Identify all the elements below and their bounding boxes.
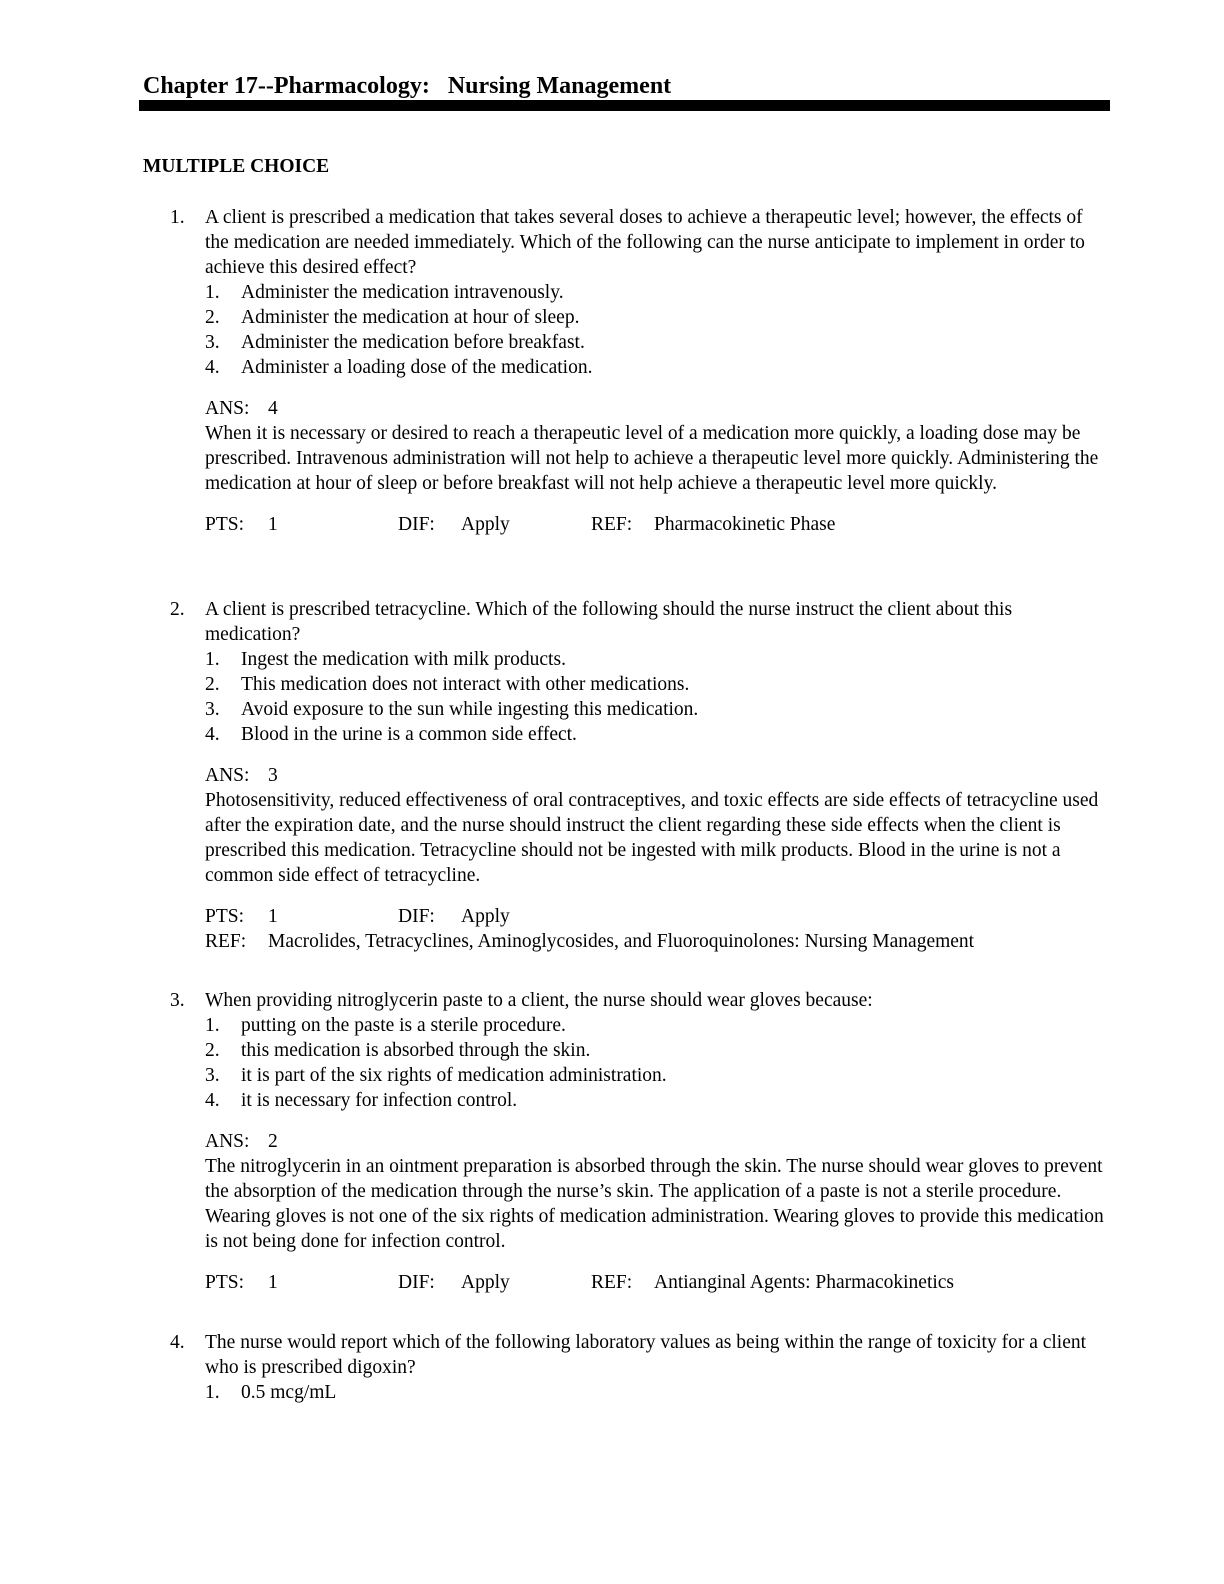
- pts-label: PTS:: [205, 906, 245, 927]
- option-item: [205, 1063, 1111, 1088]
- pts-value: 1: [268, 906, 278, 927]
- ref-label: REF:: [591, 514, 633, 535]
- answer-line: [205, 1129, 1110, 1154]
- option-number: 3.: [205, 332, 220, 353]
- answer-value: 4: [268, 398, 278, 419]
- option-number: 2.: [205, 307, 220, 328]
- option-item: [205, 1380, 1111, 1405]
- option-text: it is necessary for infection control.: [241, 1090, 518, 1111]
- ref-value: Macrolides, Tetracyclines, Aminoglycosides, and Fluoroquinolones: Nursing Management: [268, 931, 975, 952]
- question-1: [143, 205, 1111, 537]
- question-number: 3.: [170, 990, 185, 1011]
- option-text: Ingest the medication with milk products.: [241, 649, 566, 670]
- option-text: 0.5 mcg/mL: [241, 1382, 337, 1403]
- option-item: [205, 672, 1111, 697]
- option-item: [205, 697, 1111, 722]
- option-item: [205, 330, 1111, 355]
- metadata-row: [205, 904, 1110, 929]
- option-text: it is part of the six rights of medication administration.: [241, 1065, 667, 1086]
- question-number: 4.: [170, 1332, 185, 1353]
- question-metadata: [205, 904, 1110, 954]
- question-stem: When providing nitroglycerin paste to a client, the nurse should wear gloves because:: [205, 990, 873, 1011]
- dif-value: Apply: [461, 514, 510, 535]
- question-4: [143, 1330, 1111, 1405]
- option-item: [205, 1038, 1111, 1063]
- dif-value: Apply: [461, 1272, 510, 1293]
- dif-label: DIF:: [398, 1272, 435, 1293]
- option-number: 4.: [205, 1090, 220, 1111]
- option-number: 1.: [205, 282, 220, 303]
- question-metadata: [205, 1270, 1110, 1295]
- dif-label: DIF:: [398, 906, 435, 927]
- option-text: This medication does not interact with other medications.: [241, 674, 690, 695]
- option-text: putting on the paste is a sterile procedure.: [241, 1015, 566, 1036]
- answer-block: [205, 1129, 1110, 1254]
- metadata-row: [205, 929, 1110, 954]
- rationale: When it is necessary or desired to reach a therapeutic level of a medication more quickly, a loading dose may be prescribed. Intravenous administration will not help to achieve a therapeutic level more quickly. Administering the medication at hour of sleep or before breakfast will not help achieve a therapeutic level more quickly.: [205, 423, 1099, 494]
- chapter-title: Chapter 17--Pharmacology: Nursing Management: [143, 73, 672, 99]
- option-item: [205, 355, 1111, 380]
- option-list: [143, 647, 1111, 747]
- option-item: [205, 1088, 1111, 1113]
- rationale: Photosensitivity, reduced effectiveness of oral contraceptives, and toxic effects are side effects of tetracycline used after the expiration date, and the nurse should instruct the client regarding these side effects when the client is prescribed this medication. Tetracycline should not be ingested with milk products. Blood in the urine is not a common side effect of tetracycline.: [205, 790, 1099, 886]
- question-stem: A client is prescribed tetracycline. Which of the following should the nurse instruct the client about this medication?: [205, 599, 1013, 645]
- question-metadata: [205, 512, 1110, 537]
- option-list: [143, 280, 1111, 380]
- option-item: [205, 305, 1111, 330]
- option-text: Avoid exposure to the sun while ingesting this medication.: [241, 699, 699, 720]
- answer-label: ANS:: [205, 1131, 250, 1152]
- rationale: The nitroglycerin in an ointment preparation is absorbed through the skin. The nurse should wear gloves to prevent the absorption of the medication through the nurse’s skin. The application of a paste is not a sterile procedure. Wearing gloves is not one of the six rights of medication administration. Wearing gloves to provide this medication is not being done for infection control.: [205, 1156, 1104, 1252]
- option-item: [205, 722, 1111, 747]
- option-item: [205, 647, 1111, 672]
- option-number: 3.: [205, 1065, 220, 1086]
- section-heading: MULTIPLE CHOICE: [143, 156, 330, 177]
- answer-value: 2: [268, 1131, 278, 1152]
- option-text: Administer a loading dose of the medication.: [241, 357, 593, 378]
- option-number: 1.: [205, 649, 220, 670]
- answer-label: ANS:: [205, 765, 250, 786]
- ref-value: Antianginal Agents: Pharmacokinetics: [654, 1272, 955, 1293]
- ref-value: Pharmacokinetic Phase: [654, 514, 836, 535]
- option-text: Administer the medication intravenously.: [241, 282, 564, 303]
- pts-value: 1: [268, 1272, 278, 1293]
- pts-label: PTS:: [205, 514, 245, 535]
- dif-label: DIF:: [398, 514, 435, 535]
- question-stem: The nurse would report which of the following laboratory values as being within the range of toxicity for a client who is prescribed digoxin?: [205, 1332, 1087, 1378]
- option-number: 2.: [205, 1040, 220, 1061]
- question-3: [143, 988, 1111, 1295]
- metadata-row: [205, 512, 1110, 537]
- option-text: Administer the medication before breakfast.: [241, 332, 585, 353]
- answer-block: [205, 396, 1110, 496]
- answer-label: ANS:: [205, 398, 250, 419]
- option-number: 1.: [205, 1015, 220, 1036]
- ref-label: REF:: [205, 931, 247, 952]
- pts-value: 1: [268, 514, 278, 535]
- option-number: 3.: [205, 699, 220, 720]
- option-number: 4.: [205, 357, 220, 378]
- pts-label: PTS:: [205, 1272, 245, 1293]
- dif-value: Apply: [461, 906, 510, 927]
- option-text: this medication is absorbed through the skin.: [241, 1040, 591, 1061]
- answer-block: [205, 763, 1110, 888]
- option-number: 2.: [205, 674, 220, 695]
- ref-label: REF:: [591, 1272, 633, 1293]
- option-number: 4.: [205, 724, 220, 745]
- option-text: Administer the medication at hour of sleep.: [241, 307, 580, 328]
- option-list: [143, 1013, 1111, 1113]
- metadata-row: [205, 1270, 1110, 1295]
- question-2: [143, 597, 1111, 954]
- option-item: [205, 280, 1111, 305]
- question-number: 1.: [170, 207, 185, 228]
- answer-value: 3: [268, 765, 278, 786]
- answer-line: [205, 396, 1110, 421]
- question-number: 2.: [170, 599, 185, 620]
- answer-line: [205, 763, 1110, 788]
- option-list: [143, 1380, 1111, 1405]
- option-number: 1.: [205, 1382, 220, 1403]
- option-text: Blood in the urine is a common side effect.: [241, 724, 577, 745]
- option-item: [205, 1013, 1111, 1038]
- question-stem: A client is prescribed a medication that takes several doses to achieve a therapeutic level; however, the effects of the medication are needed immediately. Which of the following can the nurse anticipate to implement in order to achieve this desired effect?: [205, 207, 1085, 278]
- title-rule: [139, 100, 1110, 111]
